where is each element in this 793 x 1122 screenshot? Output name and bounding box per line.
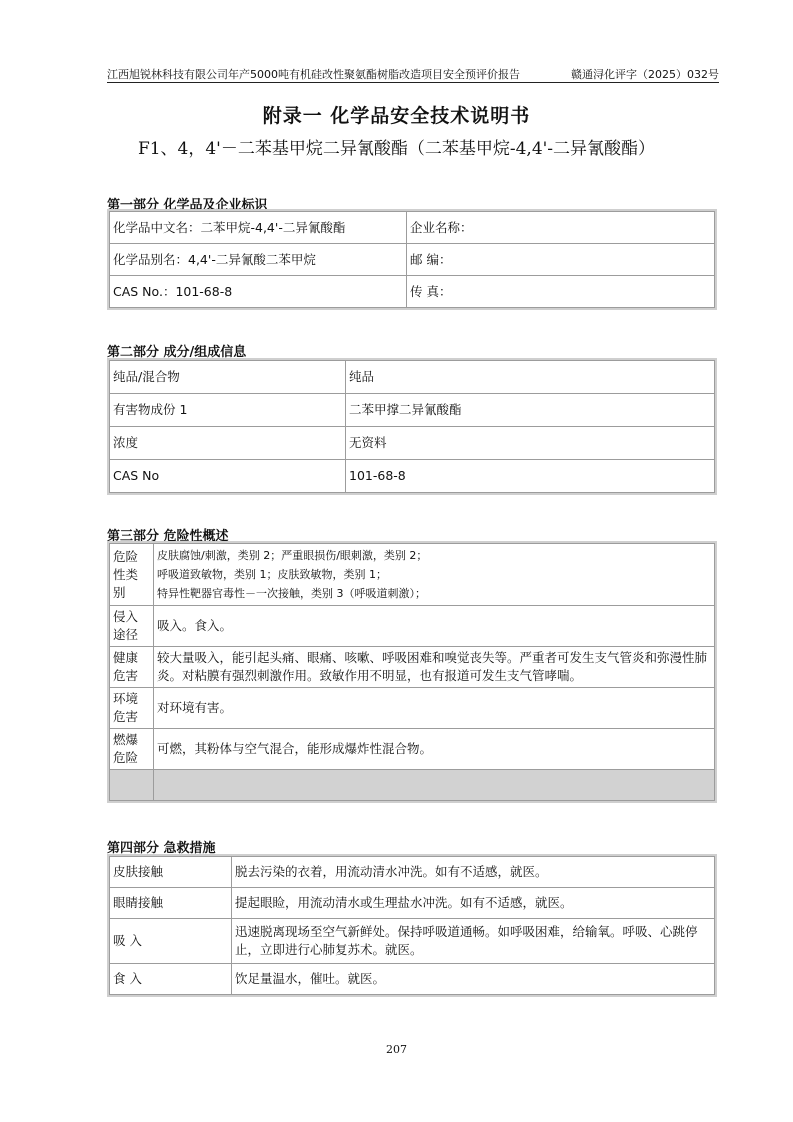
section-3-table [109,543,715,801]
header-report-title: 江西旭锐林科技有限公司年产5000吨有机硅改性聚氨酯树脂改造项目安全预评价报告 [107,68,520,81]
table-cell: 食 入 [110,964,232,995]
hazard-class-cell [154,544,715,606]
section-1-heading: 第一部分 化学品及企业标识 [107,198,268,213]
table-cell: 邮 编： [407,244,715,276]
table-cell: 眼睛接触 [110,888,232,919]
hazard-class-line: 呼吸道致敏物，类别 1；皮肤致敏物，类别 1； [157,568,387,581]
table-cell: 传 真： [407,276,715,308]
table-cell: 健康危害 [110,647,154,688]
section-2-heading: 第二部分 成分/组成信息 [107,345,247,360]
table-cell: 企业名称： [407,212,715,244]
table-cell: CAS No.：101-68-8 [110,276,407,308]
table-cell: 吸入。食入。 [154,606,715,647]
hazard-class-line: 皮肤腐蚀/刺激，类别 2；严重眼损伤/眼刺激，类别 2； [157,549,428,562]
table-row [110,212,715,244]
table-cell: 危险性类别 [110,544,154,606]
table-cell-blank [110,770,154,801]
table-cell: 饮足量温水，催吐。就医。 [232,964,715,995]
table-row [110,460,715,493]
section-2-table [109,360,715,493]
table-cell: 纯品/混合物 [110,361,346,394]
table-row [110,394,715,427]
table-row-blank [110,770,715,801]
table-row [110,361,715,394]
table-cell: 纯品 [346,361,715,394]
page-header [107,64,719,83]
table-row [110,888,715,919]
table-cell: 提起眼睑，用流动清水或生理盐水冲洗。如有不适感，就医。 [232,888,715,919]
table-cell: 无资料 [346,427,715,460]
table-cell: CAS No [110,460,346,493]
table-cell: 对环境有害。 [154,688,715,729]
table-cell: 浓度 [110,427,346,460]
page-title: 附录一 化学品安全技术说明书 [262,105,531,127]
table-cell: 有害物成份 1 [110,394,346,427]
section-4-table [109,856,715,995]
page-subtitle: F1、4，4'－二苯基甲烷二异氰酸酯（二苯基甲烷-4,4'-二异氰酸酯） [137,139,656,159]
table-row [110,857,715,888]
header-report-number: 赣通浔化评字（2025）032号 [571,68,719,81]
table-cell: 环境危害 [110,688,154,729]
table-cell-blank [154,770,715,801]
table-cell: 迅速脱离现场至空气新鲜处。保持呼吸道通畅。如呼吸困难，给输氧。呼吸、心跳停止，立即进行心肺复苏术。就医。 [232,919,715,964]
table-cell: 侵入途径 [110,606,154,647]
table-row [110,919,715,964]
table-cell: 吸 入 [110,919,232,964]
hazard-class-line: 特异性靶器官毒性－一次接触，类别 3（呼吸道刺激）； [157,587,426,600]
table-cell: 化学品别名：4,4'-二异氰酸二苯甲烷 [110,244,407,276]
table-cell: 化学品中文名：二苯甲烷-4,4'-二异氰酸酯 [110,212,407,244]
section-4-heading: 第四部分 急救措施 [107,841,216,856]
table-cell: 101-68-8 [346,460,715,493]
table-row [110,276,715,308]
table-row [110,647,715,688]
page-number: 207 [386,1043,407,1056]
table-row [110,544,715,606]
table-cell: 皮肤接触 [110,857,232,888]
table-cell: 二苯甲撑二异氰酸酯 [346,394,715,427]
table-row [110,964,715,995]
table-row [110,729,715,770]
table-cell: 燃爆危险 [110,729,154,770]
table-row [110,606,715,647]
table-row [110,427,715,460]
table-cell: 可燃，其粉体与空气混合，能形成爆炸性混合物。 [154,729,715,770]
table-row [110,688,715,729]
section-1-table [109,211,715,308]
section-3-heading: 第三部分 危险性概述 [107,529,229,544]
table-cell: 脱去污染的衣着，用流动清水冲洗。如有不适感，就医。 [232,857,715,888]
table-cell: 较大量吸入，能引起头痛、眼痛、咳嗽、呼吸困难和嗅觉丧失等。严重者可发生支气管炎和弥漫性肺炎。对粘膜有强烈刺激作用。致敏作用不明显，也有报道可发生支气管哮喘。 [154,647,715,688]
table-row [110,244,715,276]
